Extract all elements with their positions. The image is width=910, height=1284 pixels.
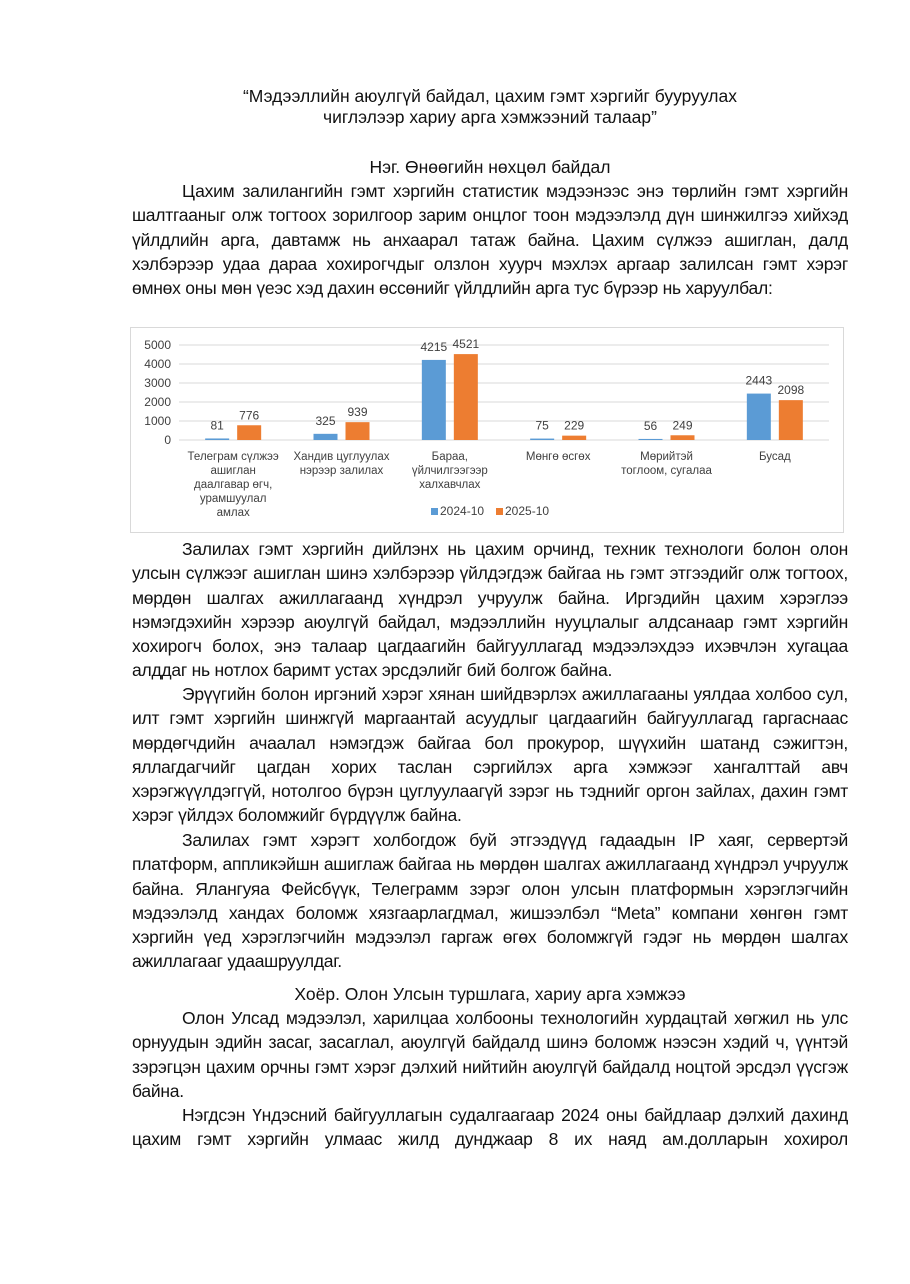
paragraph-5 [132,1006,848,1103]
y-tick-label: 1000 [144,414,171,428]
bar-2024-10 [422,360,446,440]
data-label: 4215 [420,339,448,354]
x-category-label: Хандив цуглуулах [293,451,390,463]
y-tick-label: 4000 [144,357,171,371]
paragraph-2-text: Залилах гэмт хэргийн дийлэнх нь цахим орчинд, техник технологи болон олон улсын сүлжээг ашиглан шинэ хэлбэрээр үйлдэгдэж байгаа нь гэмт этгээдийг олж тогтоох, мөрдөн шалгах ажиллагаанд хүндрэл учруулж байна. Иргэдийн цахим хэрэглээ нэмэгдэхийн хэрээр аюулгүй байдал, мэдээллийн нууцлалыг алдсанаар гэмт хэргийн хохирогч болох, энэ талаар цагдаагийн байгууллагад мэдээлэхдээ ихэвчлэн хугацаа алддаг нь нотлох баримт устах эрсдэлийг бий болгож байна. [132,539,848,681]
data-label: 229 [564,418,585,433]
bar-2025-10 [562,436,586,440]
y-tick-label: 3000 [144,376,171,390]
data-label: 4521 [452,337,480,352]
data-label: 81 [210,418,224,433]
legend-swatch [431,508,438,515]
x-category-label: нэрээр залилах [299,465,384,477]
section-1-heading: Нэг. Өнөөгийн нөхцөл байдал [369,157,611,177]
x-category-label: тоглоом, сугалаа [621,465,712,477]
bar-2024-10 [639,439,663,440]
x-category-label: урамшуулал [199,493,267,505]
bar-2025-10 [346,422,370,440]
x-category-label: халхавчлах [419,479,481,491]
data-label: 56 [643,418,658,433]
data-label: 939 [347,405,368,420]
y-tick-label: 0 [164,433,171,447]
paragraph-5-text: Олон Улсад мэдээлэл, харилцаа холбооны технологийн хурдацтай хөгжил нь улс орнуудын эдийн засаг, засаглал, аюулгүй байдалд шинэ боломж нээсэн хэдий ч, үүнтэй зэрэгцэн цахим орчны гэмт хэрэг дэлхий нийтийн аюулгүй байдалд ноцтой эрсдэл үүсгэж байна. [132,1008,848,1101]
paragraph-1-text: Цахим залилангийн гэмт хэргийн статистик мэдээнээс энэ төрлийн гэмт хэргийн шалтгааныг олж тогтоох зорилгоор зарим онцлог тоон мэдээлэлд дүн шинжилгээ хийхэд үйлдлийн арга, давтамж нь анхаарал татаж байна. Цахим сүлжээ ашиглан, далд хэлбэрээр удаа дараа хохирогчдыг олзлон хуурч мэхлэх аргаар залилсан гэмт хэрэг өмнөх оны мөн үеэс хэд дахин өссөнийг үйлдлийн арга тус бүрээр нь харуулбал: [132,181,848,299]
x-category-label: Бараа, [431,451,468,463]
chart-frame [130,327,844,533]
paragraph-1 [132,179,848,300]
data-label: 776 [239,408,260,423]
title-line-1: “Мэдээллийн аюулгүй байдал, цахим гэмт хэргийг бууруулах [242,86,738,106]
y-tick-label: 2000 [144,395,171,409]
legend-label: 2024-10 [440,504,485,518]
bar-2024-10 [205,438,229,440]
title-line-2: чиглэлээр хариу арга хэмжээний талаар” [323,107,657,127]
legend-swatch [496,508,503,515]
data-label: 249 [672,418,693,433]
paragraph-6-text: Нэгдсэн Үндэсний байгууллагын судалгаагаар 2024 оны байдлаар дэлхий дахинд цахим гэмт хэргийн улмаас жилд дунджаар 8 их наяд ам.долларын хохирол [132,1105,848,1150]
bar-2024-10 [530,439,554,440]
paragraph-4-text: Залилах гэмт хэрэгт холбогдож буй этгээдүүд гадаадын IP хаяг, сервертэй платформ, аппликэйшн ашиглаж байгаа нь мөрдөн шалгах ажиллагаанд хүндрэл учруулж байна. Ялангуяа Фейсбүүк, Телеграмм зэрэг олон улсын платформын хэрэглэгчийн мэдээлэлд хандах боломж хязгаарлагдмал, жишээлбэл “Meta” компани хөнгөн гэмт хэргийн үед хэрэглэгчийн мэдээлэл гаргаж өгөх боломжгүй гэдэг нь мөрдөн шалгах ажиллагааг удаашруулдаг. [132,830,848,972]
bar-2024-10 [747,394,771,440]
y-axis-ticks [144,338,171,447]
paragraph-4 [132,828,848,974]
bar-2025-10 [779,400,803,440]
bar-2025-10 [237,425,261,440]
x-category-label: Телеграм сүлжээ [187,451,279,463]
legend [431,504,549,518]
data-label: 2098 [777,383,805,398]
legend-label: 2025-10 [505,504,550,518]
x-category-label: Мөрийтэй [640,451,693,463]
section-2-heading: Хоёр. Олон Улсын туршлага, хариу арга хэмжээ [294,984,686,1004]
bar-2024-10 [314,434,338,440]
x-category-label: Бусад [758,451,791,463]
bar-2025-10 [671,435,695,440]
bars [205,354,803,440]
x-category-label: Мөнгө өсгөх [525,451,591,463]
bar-chart [131,328,843,532]
data-labels [210,337,804,433]
paragraph-3 [132,682,848,828]
x-category-label: амлах [216,507,250,519]
x-axis-categories [188,451,791,519]
x-category-label: үйлчилгээгээр [411,465,488,477]
bar-2025-10 [454,354,478,440]
paragraph-3-text: Эрүүгийн болон иргэний хэрэг хянан шийдвэрлэх ажиллагааны уялдаа холбоо сул, илт гэмт хэргийн шинжгүй маргаантай асуудлыг цагдаагийн байгууллагад гаргаснаас мөрдөгчдийн ачаалал нэмэгдэж байгаа бол прокурор, шүүхийн шатанд сэжигтэн, яллагдагчийг цагдан хорих таслан сэргийлэх арга хэмжээг хангалттай авч хэрэгжүүлдэггүй, нотолгоо бүрэн цуглуулаагүй зэрэг нь тэднийг оргон зайлах, дахин гэмт хэрэг үйлдэх боломжийг бүрдүүлж байна. [132,684,848,826]
paragraph-2 [132,537,848,683]
data-label: 2443 [745,373,773,388]
document-title [130,86,850,128]
x-category-label: даалгавар өгч, [194,479,273,491]
gridlines [179,345,829,440]
data-label: 325 [315,413,336,428]
paragraph-6 [132,1103,848,1152]
y-tick-label: 5000 [144,338,171,352]
data-label: 75 [535,418,549,433]
x-category-label: ашиглан [210,465,256,477]
